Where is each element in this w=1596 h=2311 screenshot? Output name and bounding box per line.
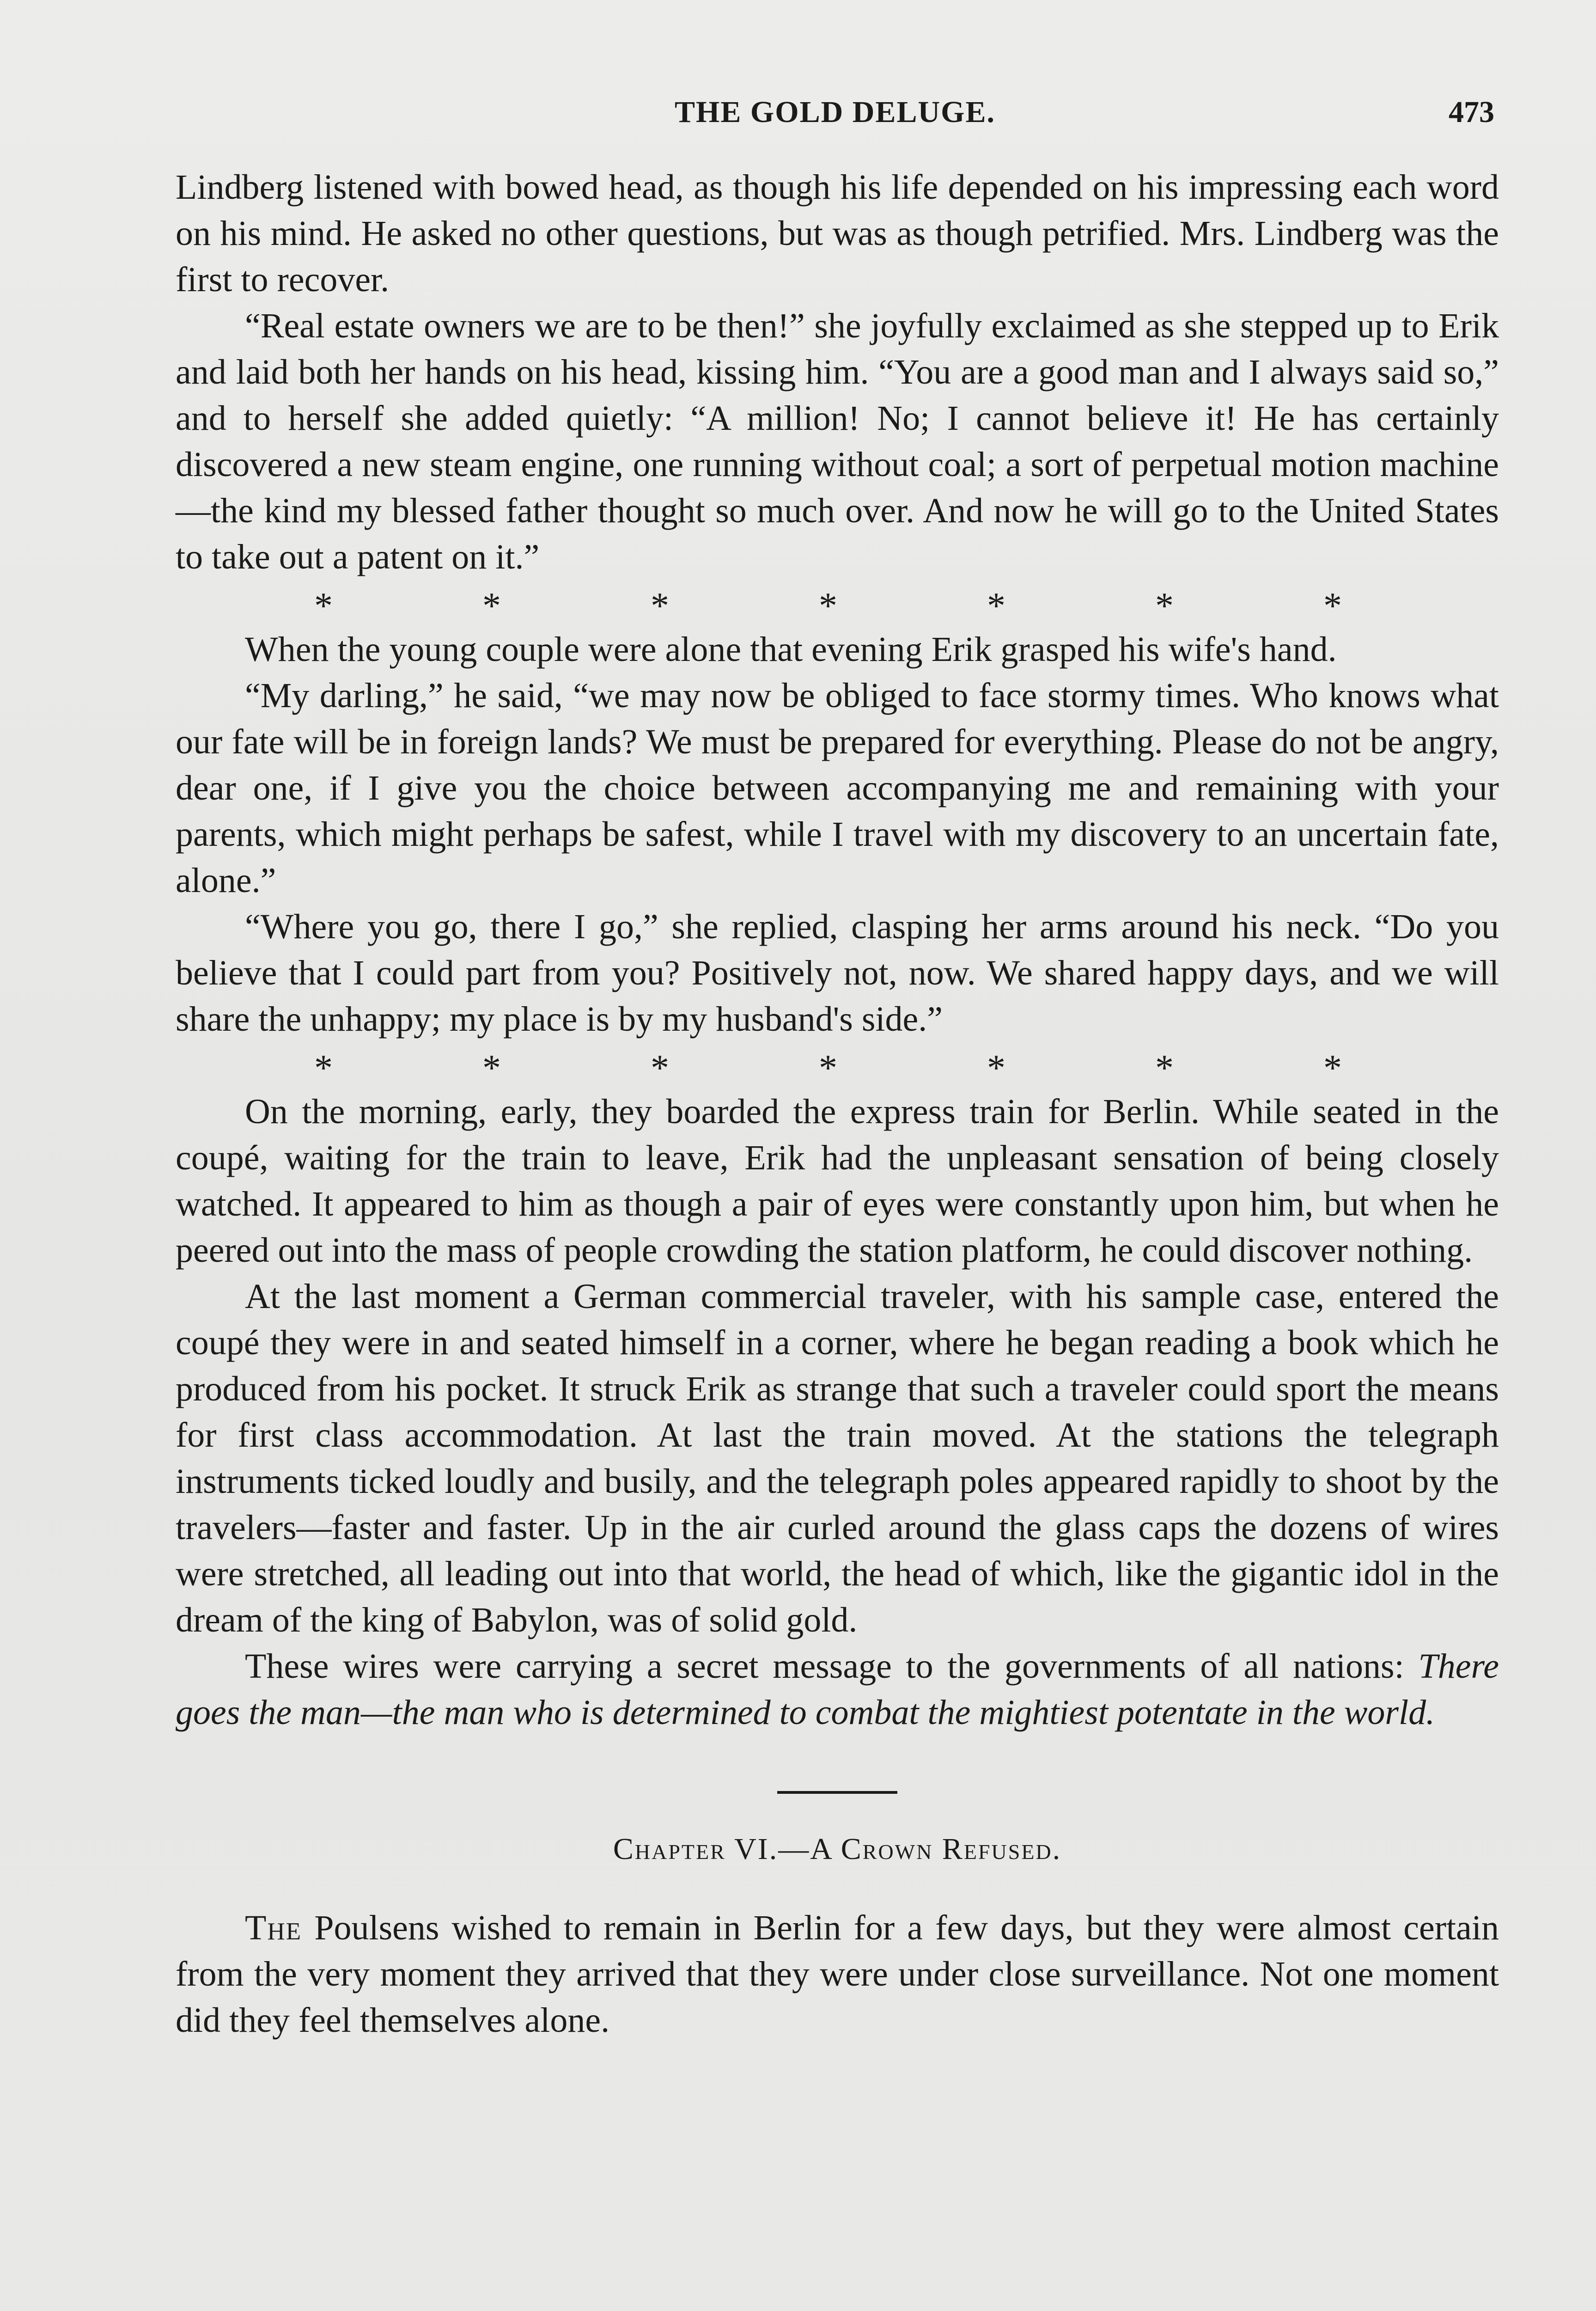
section-break bbox=[176, 580, 1499, 626]
asterisk: * bbox=[819, 1048, 837, 1088]
asterisk: * bbox=[987, 586, 1005, 626]
asterisk: * bbox=[1323, 1048, 1342, 1088]
chapter-divider bbox=[777, 1791, 897, 1794]
paragraph: When the young couple were alone that evening Erik grasped his wife's hand. bbox=[245, 630, 1337, 669]
paragraph: Lindberg listened with bowed head, as though his life depended on his impressing each word on his mind. He asked no other questions, but was as though petrified. Mrs. Lindberg was the first to recover. bbox=[176, 168, 1499, 299]
asterisk: * bbox=[482, 1048, 501, 1088]
asterisk: * bbox=[1323, 586, 1342, 626]
italic-message: There goes the man—the man who is determined to combat the mightiest potentate in the world. bbox=[176, 1647, 1499, 1732]
chapter-text: Poulsens wished to remain in Berlin for a few days, but they were almost certain from the very moment they arrived that they were under close surveillance. Not one moment did they feel themselves alone. bbox=[176, 1908, 1499, 2040]
paragraph: “Where you go, there I go,” she replied, clasping her arms around his neck. “Do you believe that I could part from you? Positively not, now. We shared happy days, and we will share the unhappy; my place is by my husband's side.” bbox=[176, 907, 1499, 1039]
lead-word: The bbox=[245, 1908, 302, 1947]
closing-text: These wires were carrying a secret message to the governments of all nations: bbox=[245, 1647, 1404, 1686]
asterisk: * bbox=[819, 586, 837, 626]
closing-paragraph bbox=[176, 1643, 1499, 1736]
asterisk: * bbox=[987, 1048, 1005, 1088]
paragraph: On the morning, early, they boarded the express train for Berlin. While seated in the coupé, waiting for the train to leave, Erik had the unpleasant sensation of being closely watched. It appeared to him as though a pair of eyes were constantly upon him, but when he peered out into the mass of people crowding the station platform, he could discover nothing. bbox=[176, 1092, 1499, 1270]
body-text bbox=[176, 164, 1499, 2043]
asterisk: * bbox=[482, 586, 501, 626]
running-head: THE GOLD DELUGE. bbox=[675, 95, 995, 129]
chapter-title: Chapter VI.—A Crown Refused. bbox=[613, 1832, 1062, 1866]
asterisk: * bbox=[651, 1048, 669, 1088]
asterisk: * bbox=[314, 1048, 333, 1088]
page-header bbox=[176, 95, 1494, 136]
asterisk: * bbox=[1155, 586, 1174, 626]
asterisk: * bbox=[314, 586, 333, 626]
chapter-heading bbox=[176, 1826, 1499, 1872]
paragraph: At the last moment a German commercial traveler, with his sample case, entered the coupé they were in and seated himself in a corner, where he began reading a book which he produced from his pocket. It struck Erik as strange that such a traveler could sport the means for first class accommodation. At last the train moved. At the stations the telegraph instruments ticked loudly and busily, and the telegraph poles appeared rapidly to shoot by the travelers—faster and faster. Up in the air curled around the glass caps the dozens of wires were stretched, all leading out into that world, the head of which, like the gigantic idol in the dream of the king of Babylon, was of solid gold. bbox=[176, 1277, 1499, 1639]
paragraph: “Real estate owners we are to be then!” she joyfully exclaimed as she stepped up to Erik and laid both her hands on his head, kissing him. “You are a good man and I always said so,” and to herself she added quietly: “A million! No; I cannot believe it! He has certainly discovered a new steam engine, one running without coal; a sort of perpetual motion machine—the kind my blessed father thought so much over. And now he will go to the United States to take out a patent on it.” bbox=[176, 306, 1499, 576]
section-break bbox=[176, 1042, 1499, 1088]
asterisk: * bbox=[1155, 1048, 1174, 1088]
asterisk: * bbox=[651, 586, 669, 626]
chapter-paragraph bbox=[176, 1905, 1499, 2043]
page-number: 473 bbox=[1449, 95, 1494, 129]
paragraph: “My darling,” he said, “we may now be obliged to face stormy times. Who knows what our fate will be in foreign lands? We must be prepared for everything. Please do not be angry, dear one, if I give you the choice between accompanying me and remaining with your parents, which might perhaps be safest, while I travel with my discovery to an uncertain fate, alone.” bbox=[176, 676, 1499, 900]
